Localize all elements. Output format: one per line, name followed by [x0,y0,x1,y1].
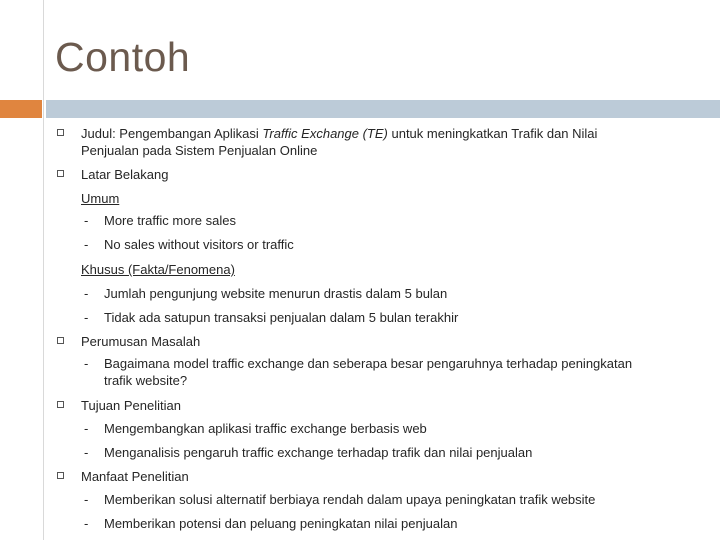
judul-line-1: Judul: Pengembangan Aplikasi Traffic Exchange (TE) untuk meningkatkan Trafik dan Nilai [81,126,598,141]
khusus-heading: Khusus (Fakta/Fenomena) [81,262,235,277]
tujuan-point-1: Mengembangkan aplikasi traffic exchange berbasis web [104,421,427,436]
dash: - [84,492,89,507]
vertical-divider [43,0,44,540]
dash: - [84,286,89,301]
dash: - [84,445,89,460]
khusus-point-1: Jumlah pengunjung website menurun drastis dalam 5 bulan [104,286,448,301]
dash: - [84,421,89,436]
square-bullet-icon [57,337,64,344]
dash: - [84,310,89,325]
manfaat-point-1: Memberikan solusi alternatif berbiaya rendah dalam upaya peningkatan trafik website [104,492,596,507]
rumusan-line-1: Bagaimana model traffic exchange dan seberapa besar pengaruhnya terhadap peningkatan [104,356,633,371]
dash: - [84,516,89,531]
square-bullet-icon [57,472,64,479]
umum-point-1: More traffic more sales [104,213,236,228]
rumusan-line-2: trafik website? [104,373,188,388]
khusus-point-2: Tidak ada satupun transaksi penjualan dalam 5 bulan terakhir [104,310,459,325]
tujuan-label: Tujuan Penelitian [81,398,181,413]
manfaat-label: Manfaat Penelitian [81,469,189,484]
slide-title: Contoh [55,34,191,80]
accent-bar-orange [0,100,42,118]
umum-point-2: No sales without visitors or traffic [104,237,294,252]
rumusan-label: Perumusan Masalah [81,334,201,349]
tujuan-point-2: Menganalisis pengaruh traffic exchange terhadap trafik dan nilai penjualan [104,445,533,460]
dash: - [84,356,89,371]
square-bullet-icon [57,170,64,177]
judul-line-2: Penjualan pada Sistem Penjualan Online [81,143,318,158]
manfaat-point-2: Memberikan potensi dan peluang peningkatan nilai penjualan [104,516,458,531]
accent-bar-blue [46,100,720,118]
square-bullet-icon [57,401,64,408]
dash: - [84,237,89,252]
square-bullet-icon [57,129,64,136]
dash: - [84,213,89,228]
umum-heading: Umum [81,191,120,206]
latar-label: Latar Belakang [81,167,169,182]
